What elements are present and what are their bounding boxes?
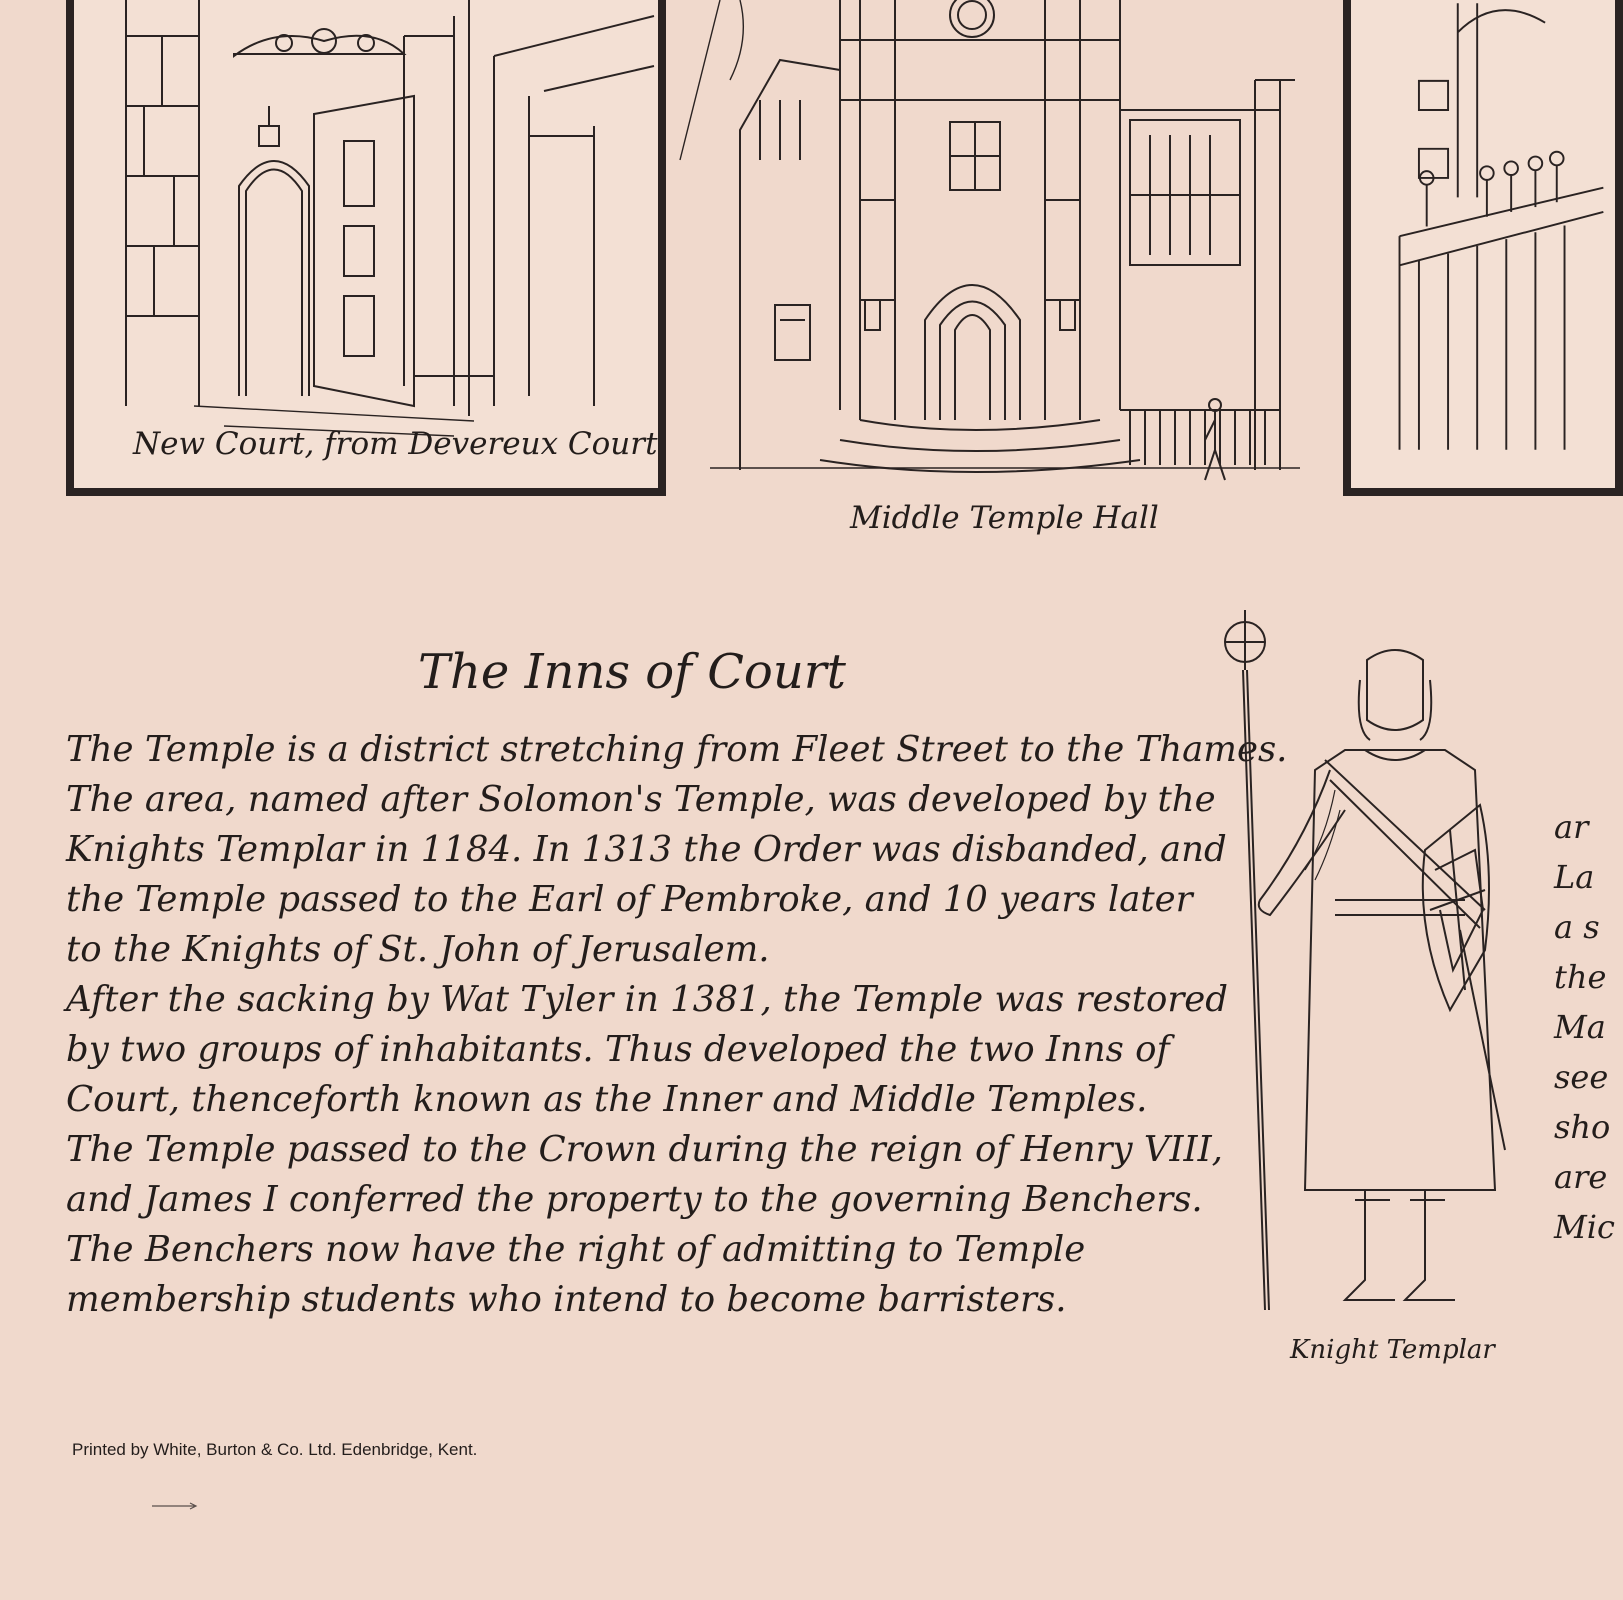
cutoff-line: are bbox=[1554, 1158, 1608, 1196]
new-court-caption: New Court, from Devereux Court bbox=[133, 426, 658, 462]
knight-templar-caption: Knight Templar bbox=[1290, 1335, 1495, 1365]
body-line: Court, thenceforth known as the Inner and Middle Temples. bbox=[66, 1079, 1148, 1120]
pencil-mark-shape bbox=[150, 1501, 200, 1511]
cutoff-line: Mic bbox=[1554, 1208, 1615, 1246]
pencil-mark bbox=[150, 1496, 200, 1515]
cutoff-line: ar bbox=[1554, 808, 1589, 846]
body-line: The area, named after Solomon's Temple, was developed by the bbox=[66, 779, 1216, 820]
hall-interior-illustration bbox=[1351, 0, 1615, 488]
body-line: The Benchers now have the right of admitting to Temple bbox=[66, 1229, 1086, 1270]
new-court-panel bbox=[66, 0, 666, 496]
cutoff-line: a s bbox=[1554, 908, 1600, 946]
cutoff-line: Ma bbox=[1554, 1008, 1606, 1046]
new-court-gate-illustration bbox=[74, 0, 658, 488]
cutoff-line: sho bbox=[1554, 1108, 1611, 1146]
body-line: After the sacking by Wat Tyler in 1381, the Temple was restored bbox=[66, 979, 1229, 1020]
middle-temple-hall-illustration bbox=[680, 0, 1320, 490]
body-line: the Temple passed to the Earl of Pembroke, and 10 years later bbox=[66, 879, 1193, 920]
printer-credit: Printed by White, Burton & Co. Ltd. Edenbridge, Kent. bbox=[72, 1440, 478, 1459]
cutoff-line: La bbox=[1554, 858, 1595, 896]
body-line: by two groups of inhabitants. Thus developed the two Inns of bbox=[66, 1029, 1170, 1070]
article-body bbox=[66, 725, 1288, 1325]
body-line: Knights Templar in 1184. In 1313 the Order was disbanded, and bbox=[66, 829, 1227, 870]
knight-templar-illustration bbox=[1195, 610, 1535, 1330]
body-line: and James I conferred the property to the governing Benchers. bbox=[66, 1179, 1203, 1220]
cutoff-text-column bbox=[1554, 802, 1615, 1252]
cutoff-line: the bbox=[1554, 958, 1607, 996]
middle-temple-hall-caption: Middle Temple Hall bbox=[850, 500, 1159, 536]
body-line: The Temple is a district stretching from Fleet Street to the Thames. bbox=[66, 729, 1288, 770]
article-title: The Inns of Court bbox=[418, 644, 846, 700]
body-line: The Temple passed to the Crown during the reign of Henry VIII, bbox=[66, 1129, 1223, 1170]
right-panel bbox=[1343, 0, 1623, 496]
body-line: to the Knights of St. John of Jerusalem. bbox=[66, 929, 770, 970]
body-line: membership students who intend to become barristers. bbox=[66, 1279, 1067, 1320]
cutoff-line: see bbox=[1554, 1058, 1609, 1096]
